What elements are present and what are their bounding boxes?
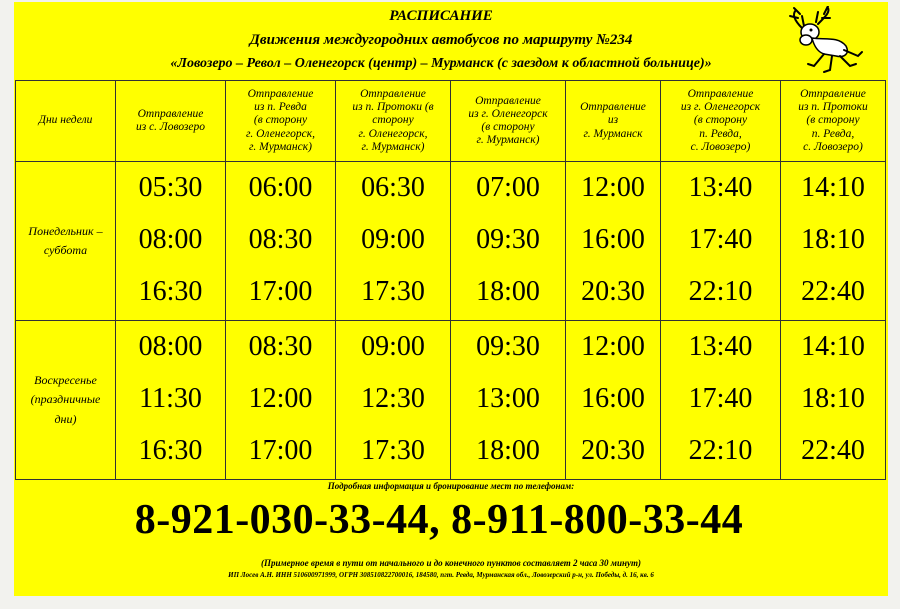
times-cell xyxy=(116,162,226,321)
day-label-sunday xyxy=(16,321,116,480)
departure-time: 14:10 xyxy=(801,172,865,203)
times-cell xyxy=(451,321,566,480)
column-header-line: из п. Протоки xyxy=(798,101,868,114)
departure-time: 17:40 xyxy=(688,224,753,255)
departure-time: 12:00 xyxy=(581,172,645,203)
departure-time: 20:30 xyxy=(581,276,645,307)
moose-icon xyxy=(784,6,864,78)
column-header-line: Отправление xyxy=(475,94,541,107)
table-row xyxy=(16,321,886,480)
column-header-line: Отправление xyxy=(687,87,754,100)
column-header-line: (в сторону xyxy=(253,114,308,127)
column-header-departure xyxy=(226,81,336,162)
column-header-line: сторону xyxy=(372,114,414,127)
column-header-line: из п. Протоки (в xyxy=(352,101,434,114)
times-cell xyxy=(566,162,661,321)
departure-time: 17:30 xyxy=(361,435,425,466)
departure-time: 18:00 xyxy=(476,276,540,307)
day-label-line: суббота xyxy=(43,243,88,257)
times-cell xyxy=(781,321,886,480)
column-header-line: из с. Ловозеро xyxy=(135,121,206,133)
column-header-line: из п. Ревда xyxy=(254,101,307,114)
phone-note: Подробная информация и бронирование мест по телефонам: xyxy=(327,481,575,491)
column-header-line: г. Оленегорск, xyxy=(246,127,315,140)
departure-time: 08:30 xyxy=(248,331,313,362)
departure-time: 17:30 xyxy=(361,276,425,307)
departure-time: 08:00 xyxy=(138,224,203,255)
column-header-line: из г. Оленегорск xyxy=(680,101,761,114)
column-header-line: Отправление xyxy=(360,87,426,100)
departure-time: 09:00 xyxy=(361,224,425,255)
times-cell xyxy=(566,321,661,480)
column-header-departure xyxy=(451,81,566,162)
departure-time: 12:30 xyxy=(361,383,425,414)
column-header-line: г. Оленегорск, xyxy=(358,127,428,140)
day-label-line: (праздничные xyxy=(30,392,101,407)
column-header-line: Отправление xyxy=(800,87,866,100)
times-cell xyxy=(116,321,226,480)
departure-time: 07:00 xyxy=(476,172,540,203)
departure-time: 14:10 xyxy=(801,331,865,362)
column-header-line: Отправление xyxy=(137,107,204,120)
trip-duration-note: (Примерное время в пути от начального и до конечного пунктов составляет 2 часа 30 минут) xyxy=(261,558,641,568)
column-header-departure xyxy=(116,81,226,162)
day-label-line: дни) xyxy=(54,411,77,426)
departure-time: 16:00 xyxy=(581,383,645,414)
column-header-line: Отправление xyxy=(580,101,646,114)
phone-numbers: 8-921-030-33-44, 8-911-800-33-44 xyxy=(134,497,744,543)
times-cell xyxy=(661,321,781,480)
legal-info: ИП Лосев А.Н. ИНН 510600971999, ОГРН 308510822700016, 184580, пгт. Ревда, Мурманская обл., Ловозерский р-н, ул. Победы, д. 16, кв. 6 xyxy=(228,571,654,579)
page-title: РАСПИСАНИЕ xyxy=(389,8,493,24)
column-header-line: (в сторону xyxy=(806,114,860,127)
column-header-line: Отправление xyxy=(247,87,314,100)
departure-time: 13:40 xyxy=(688,331,753,362)
column-header-line: с. Ловозеро) xyxy=(690,140,751,153)
departure-time: 16:00 xyxy=(581,224,645,255)
route-subtitle: Движения междугородних автобусов по маршруту №234 xyxy=(249,32,633,48)
times-cell xyxy=(661,162,781,321)
column-header-departure xyxy=(661,81,781,162)
departure-time: 18:00 xyxy=(476,435,540,466)
day-label-weekdays xyxy=(16,162,116,321)
column-header-line: Дни недели xyxy=(38,114,93,127)
column-header-departure xyxy=(336,81,451,162)
departure-time: 13:00 xyxy=(476,383,540,414)
departure-time: 22:40 xyxy=(801,435,865,466)
departure-time: 08:00 xyxy=(138,331,203,362)
table-row xyxy=(16,162,886,321)
times-cell xyxy=(451,162,566,321)
table-header-row xyxy=(16,81,886,162)
column-header-line: г. Мурманск) xyxy=(249,140,312,153)
column-header-line: (в сторону xyxy=(481,121,535,133)
departure-time: 17:40 xyxy=(688,383,753,414)
column-header-days xyxy=(16,81,116,162)
departure-time: 05:30 xyxy=(138,172,203,203)
column-header-line: из xyxy=(607,114,619,127)
column-header-line: п. Ревда, xyxy=(811,127,855,140)
times-cell xyxy=(781,162,886,321)
departure-time: 22:10 xyxy=(688,276,753,307)
departure-time: 17:00 xyxy=(248,435,313,466)
schedule-sheet xyxy=(14,2,888,596)
departure-time: 22:40 xyxy=(801,276,865,307)
column-header-line: г. Мурманск) xyxy=(361,140,425,153)
column-header-departure xyxy=(566,81,661,162)
day-label-line: Воскресенье xyxy=(34,373,97,388)
column-header-line: г. Мурманск xyxy=(583,127,643,140)
column-header-line: п. Ревда, xyxy=(699,127,742,140)
departure-time: 12:00 xyxy=(581,331,645,362)
column-header-departure xyxy=(781,81,886,162)
departure-time: 11:30 xyxy=(139,383,202,414)
departure-time: 06:00 xyxy=(248,172,313,203)
departure-time: 06:30 xyxy=(361,172,425,203)
column-header-line: с. Ловозеро) xyxy=(803,140,863,153)
departure-time: 22:10 xyxy=(688,435,753,466)
times-cell xyxy=(336,321,451,480)
departure-time: 13:40 xyxy=(688,172,753,203)
departure-time: 20:30 xyxy=(581,435,645,466)
departure-time: 18:10 xyxy=(801,224,865,255)
departure-time: 09:00 xyxy=(361,331,425,362)
times-cell xyxy=(336,162,451,321)
departure-time: 16:30 xyxy=(138,276,203,307)
departure-time: 12:00 xyxy=(248,383,313,414)
times-cell xyxy=(226,162,336,321)
departure-time: 09:30 xyxy=(476,224,540,255)
day-label-line: Понедельник – xyxy=(28,223,103,238)
departure-time: 17:00 xyxy=(248,276,313,307)
column-header-line: г. Мурманск) xyxy=(476,134,540,147)
departure-time: 18:10 xyxy=(801,383,865,414)
departure-time: 16:30 xyxy=(138,435,203,466)
departure-time: 08:30 xyxy=(248,224,313,255)
column-header-line: (в сторону xyxy=(693,114,748,127)
column-header-line: из г. Оленегорск xyxy=(468,107,548,120)
times-cell xyxy=(226,321,336,480)
route-description: «Ловозеро – Револ – Оленегорск (центр) – Мурманск (с заездом к областной больнице)» xyxy=(170,56,712,71)
departure-time: 09:30 xyxy=(476,331,540,362)
schedule-table xyxy=(15,80,886,480)
